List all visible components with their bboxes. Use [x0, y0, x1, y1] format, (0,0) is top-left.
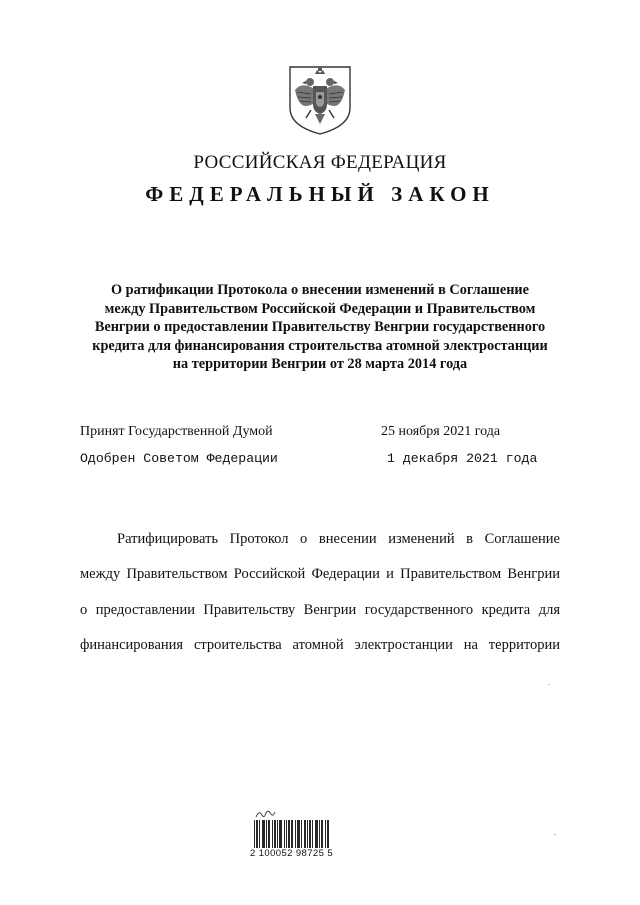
barcode-bar	[274, 820, 275, 848]
document-type-heading: ФЕДЕРАЛЬНЫЙ ЗАКОН	[145, 182, 495, 206]
barcode-bar	[263, 820, 264, 848]
barcode-number: 2 100052 98725 5	[250, 848, 334, 859]
barcode-bar	[315, 820, 316, 848]
country-heading: РОССИЙСКАЯ ФЕДЕРАЦИЯ	[193, 152, 447, 173]
barcode-bar	[269, 820, 270, 848]
barcode-bar	[254, 820, 255, 848]
barcode-bar	[305, 820, 306, 848]
law-body	[80, 522, 560, 663]
law-title-line: Венгрии о предоставлении Правительству Венгрии государственного	[94, 319, 546, 335]
barcode-bar	[328, 820, 329, 848]
barcode-bar	[327, 820, 328, 848]
barcode-bar	[259, 820, 260, 848]
barcode-bar	[256, 820, 257, 848]
barcode-bar	[322, 820, 323, 848]
barcode-bar	[301, 820, 302, 848]
barcode-bar	[289, 820, 290, 848]
barcode-bar	[316, 820, 317, 848]
barcode-bar	[307, 820, 308, 848]
barcode-bar	[298, 820, 299, 848]
barcode-bar	[264, 820, 265, 848]
barcode-bar	[288, 820, 289, 848]
body-line: финансирования строительства атомной электростанции на территории	[80, 636, 560, 653]
barcode-bar	[317, 820, 318, 848]
barcode-bar	[304, 820, 305, 848]
barcode-bar	[266, 820, 267, 848]
law-title-line: между Правительством Российской Федерации и Правительством	[104, 300, 536, 317]
barcode-bar	[297, 820, 298, 848]
body-line: о предоставлении Правительству Венгрии государственного кредита для	[80, 601, 560, 618]
barcode-bar	[268, 820, 269, 848]
council-approval-date: 1 декабря 2021 года	[387, 451, 538, 466]
duma-adoption-label: Принят Государственной Думой	[80, 424, 273, 439]
law-title-line: О ратификации Протокола о внесении изменений в Соглашение	[110, 282, 530, 298]
barcode-bar	[319, 820, 320, 848]
barcode-bar	[284, 820, 285, 848]
law-title	[70, 281, 570, 374]
barcode-bar	[279, 820, 280, 848]
barcode-icon	[254, 820, 330, 848]
barcode-bar	[310, 820, 311, 848]
barcode-bar	[325, 820, 326, 848]
law-title-line: на территории Венгрии от 28 марта 2014 года	[172, 356, 468, 372]
council-approval-label: Одобрен Советом Федерации	[80, 451, 278, 466]
barcode-bar	[309, 820, 310, 848]
barcode-bar	[280, 820, 281, 848]
law-title-line: кредита для финансирования строительства атомной электростанции	[92, 337, 548, 354]
barcode-bar	[321, 820, 322, 848]
coat-of-arms-icon	[287, 64, 353, 136]
scan-artifact	[554, 834, 556, 835]
barcode-bar	[277, 820, 278, 848]
body-line: Ратифицировать Протокол о внесении изменений в Соглашение	[117, 531, 560, 547]
barcode-bar	[272, 820, 273, 848]
barcode-bar	[281, 820, 282, 848]
barcode-bar	[295, 820, 296, 848]
barcode-bar	[291, 820, 292, 848]
barcode-bar	[275, 820, 276, 848]
body-line: между Правительством Российской Федерации и Правительством Венгрии	[80, 566, 560, 583]
barcode-bar	[312, 820, 313, 848]
barcode-bar	[262, 820, 263, 848]
duma-adoption-date: 25 ноября 2021 года	[381, 424, 501, 439]
barcode-bar	[286, 820, 287, 848]
barcode-bar	[299, 820, 300, 848]
barcode-bar	[257, 820, 258, 848]
barcode-bar	[292, 820, 293, 848]
scan-artifact	[548, 684, 550, 685]
signature-mark-icon	[254, 808, 276, 820]
